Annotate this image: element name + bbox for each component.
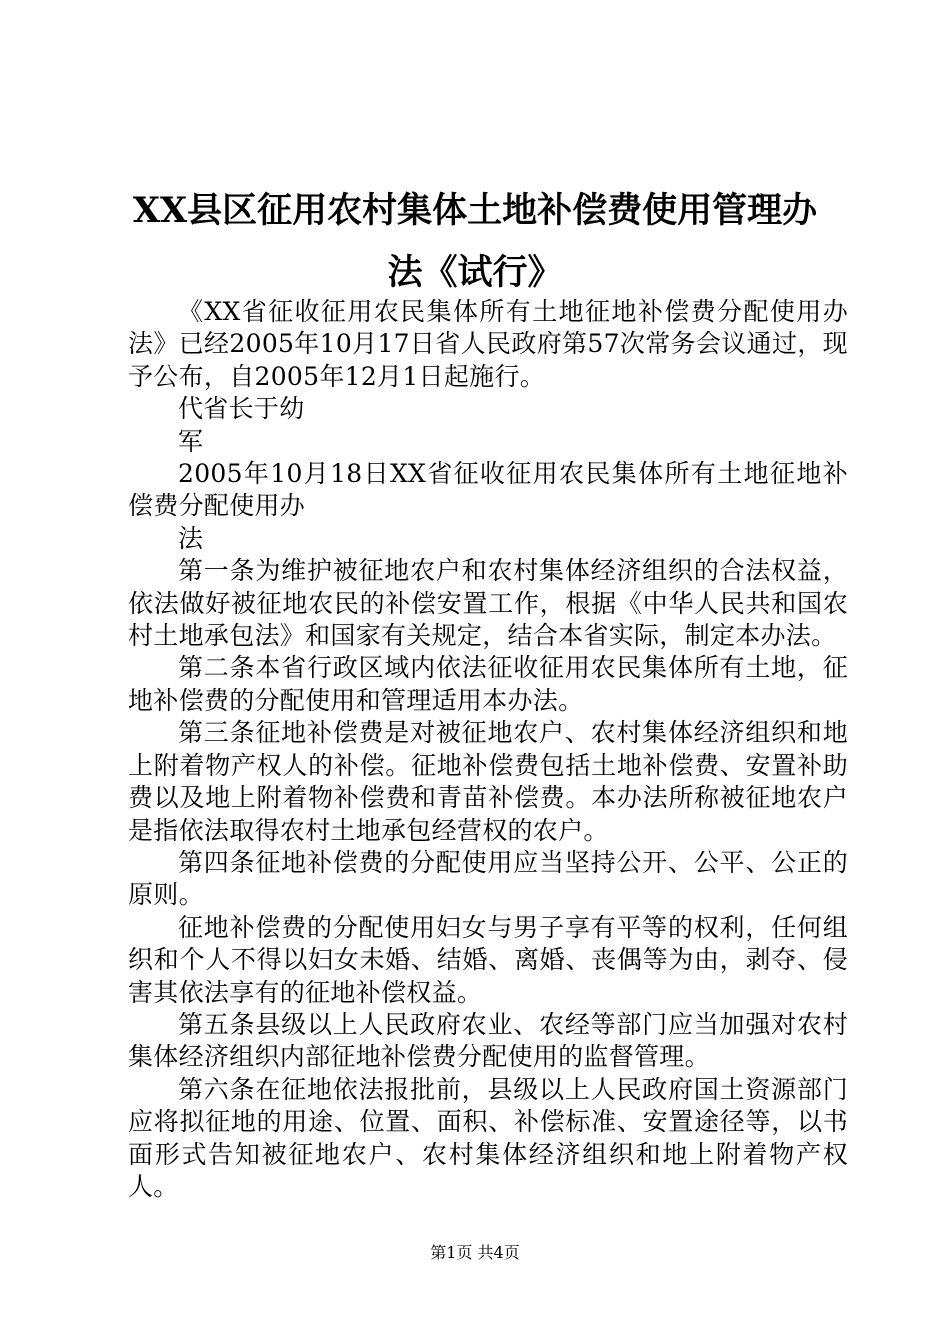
paragraph-title-end: 法 bbox=[178, 523, 204, 553]
page-footer: 第1页 共4页 bbox=[430, 1243, 520, 1262]
document-title-line-2: 法《试行》 bbox=[387, 252, 563, 293]
paragraph-article-5: 第五条县级以上人民政府农业、农经等部门应当加强对农村集体经济组织内部征地补偿费分配使用的监督管理。 bbox=[128, 1009, 848, 1072]
paragraph-article-4-cont: 征地补偿费的分配使用妇女与男子享有平等的权利，任何组织和个人不得以妇女未婚、结婚、离婚、丧偶等为由，剥夺、侵害其依法享有的征地补偿权益。 bbox=[128, 912, 848, 1007]
paragraph-article-2: 第二条本省行政区域内依法征收征用农民集体所有土地，征地补偿费的分配使用和管理适用本办法。 bbox=[128, 653, 848, 715]
paragraph-article-3: 第三条征地补偿费是对被征地农户、农村集体经济组织和地上附着物产权人的补偿。征地补偿费包括土地补偿费、安置补助费以及地上附着物补偿费和青苗补偿费。本办法所称被征地农户是指依法取得农村土地承包经营权的农户。 bbox=[128, 718, 848, 845]
paragraph-signer-2: 军 bbox=[178, 426, 204, 456]
paragraph-article-6: 第六条在征地依法报批前，县级以上人民政府国土资源部门应将拟征地的用途、位置、面积、补偿标准、安置途径等，以书面形式告知被征地农户、农村集体经济组织和地上附着物产权人。 bbox=[128, 1074, 848, 1201]
paragraph-article-1: 第一条为维护被征地农户和农村集体经济组织的合法权益，依法做好被征地农民的补偿安置工作，根据《中华人民共和国农村土地承包法》和国家有关规定，结合本省实际，制定本办法。 bbox=[128, 556, 848, 651]
document-title-line-1: XX县区征用农村集体土地补偿费使用管理办 bbox=[132, 190, 818, 231]
document-body bbox=[128, 296, 848, 1203]
paragraph-date-title: 2005年10月18日XX省征收征用农民集体所有土地征地补偿费分配使用办 bbox=[128, 459, 848, 521]
paragraph-signer-1: 代省长于幼 bbox=[178, 394, 305, 424]
paragraph-intro: 《XX省征收征用农民集体所有土地征地补偿费分配使用办法》已经2005年10月17日省人民政府第57次常务会议通过，现予公布，自2005年12月1日起施行。 bbox=[128, 297, 848, 391]
paragraph-article-4: 第四条征地补偿费的分配使用应当坚持公开、公平、公正的原则。 bbox=[128, 847, 848, 910]
